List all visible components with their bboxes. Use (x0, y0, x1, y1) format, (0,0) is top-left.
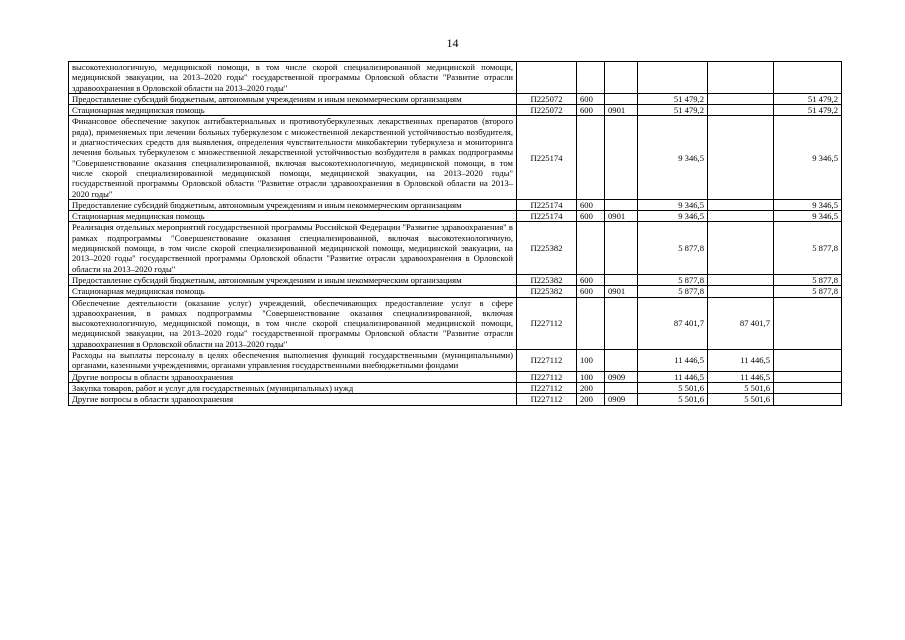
table-row (69, 286, 842, 297)
row-description: Финансовое обеспечение закупок антибактериальных и противотуберкулезных лекарственных препаратов (второго ряда), применяемых при лечении больных туберкулезом с множественной лекарственной устойчивостью возбудителя, и диагностических средств для выявления, определения чувствительности микобактерии туберкулеза и мониторинга лечения больных туберкулезом с множественной лекарственной устойчивостью возбудителя в рамках подпрограммы "Совершенствование оказания специализированной, включая высокотехнологичную, медицинской помощи, в том числе скорой специализированной медицинской помощи, медицинской эвакуации, на 2013–2020 годы" государственной программы Орловской области "Развитие отрасли здравоохранения в Орловской области на 2013–2020 годы" (69, 116, 517, 199)
target-code: П225174 (517, 116, 577, 199)
amount-total: 51 479,2 (638, 93, 708, 104)
amount-total: 87 401,7 (638, 297, 708, 349)
table-row (69, 222, 842, 274)
target-code: П225072 (517, 105, 577, 116)
amount-2 (708, 222, 774, 274)
amount-3: 5 877,8 (774, 222, 842, 274)
amount-2: 11 446,5 (708, 350, 774, 372)
target-code: П225174 (517, 211, 577, 222)
section-code (605, 350, 638, 372)
page-number: 14 (446, 36, 459, 50)
row-description: Другие вопросы в области здравоохранения (69, 371, 517, 382)
target-code: П225174 (517, 199, 577, 210)
target-code: П227112 (517, 382, 577, 393)
row-description: Реализация отдельных мероприятий государственной программы Российской Федерации "Развитие здравоохранения" в рамках подпрограммы "Совершенствование оказания специализированной, включая высокотехнологичную, медицинской помощи, в том числе скорой специализированной медицинской помощи, медицинской эвакуации, на 2013–2020 годы" государственной программы Орловской области "Развитие отрасли здравоохранения в Орловской области на 2013–2020 годы" (69, 222, 517, 274)
amount-total: 11 446,5 (638, 350, 708, 372)
target-code: П227112 (517, 350, 577, 372)
section-code (605, 116, 638, 199)
amount-total: 5 877,8 (638, 222, 708, 274)
section-code: 0909 (605, 394, 638, 405)
amount-3: 9 346,5 (774, 199, 842, 210)
expense-type (577, 222, 605, 274)
amount-3 (774, 382, 842, 393)
row-description: Закупка товаров, работ и услуг для государственных (муниципальных) нужд (69, 382, 517, 393)
expense-type: 600 (577, 199, 605, 210)
expense-type: 200 (577, 382, 605, 393)
amount-2 (708, 62, 774, 94)
expense-type: 100 (577, 350, 605, 372)
target-code: П227112 (517, 297, 577, 349)
expense-type: 600 (577, 286, 605, 297)
amount-total: 5 877,8 (638, 274, 708, 285)
section-code (605, 93, 638, 104)
amount-3: 51 479,2 (774, 93, 842, 104)
amount-3 (774, 62, 842, 94)
table-row (69, 371, 842, 382)
expense-type (577, 297, 605, 349)
amount-2 (708, 274, 774, 285)
row-description: высокотехнологичную, медицинской помощи, в том числе скорой специализированной медицинской помощи, медицинской эвакуации, на 2013–2020 годы" государственной программы Орловской области "Развитие отрасли здравоохранения в Орловской области на 2013–2020 годы" (69, 62, 517, 94)
amount-2: 11 446,5 (708, 371, 774, 382)
target-code (517, 62, 577, 94)
table-row (69, 350, 842, 372)
table-row (69, 199, 842, 210)
amount-2: 87 401,7 (708, 297, 774, 349)
budget-table (68, 61, 842, 406)
amount-2 (708, 199, 774, 210)
table-row (69, 382, 842, 393)
amount-2: 5 501,6 (708, 382, 774, 393)
table-row (69, 274, 842, 285)
amount-3 (774, 297, 842, 349)
expense-type: 200 (577, 394, 605, 405)
section-code: 0901 (605, 286, 638, 297)
expense-type: 600 (577, 93, 605, 104)
table-row (69, 394, 842, 405)
amount-3 (774, 371, 842, 382)
amount-total: 11 446,5 (638, 371, 708, 382)
section-code (605, 382, 638, 393)
target-code: П225382 (517, 274, 577, 285)
amount-total: 5 501,6 (638, 394, 708, 405)
table-row (69, 93, 842, 104)
expense-type (577, 62, 605, 94)
table-row (69, 211, 842, 222)
expense-type (577, 116, 605, 199)
amount-3: 5 877,8 (774, 274, 842, 285)
amount-3 (774, 394, 842, 405)
row-description: Предоставление субсидий бюджетным, автономным учреждениям и иным некоммерческим организациям (69, 199, 517, 210)
amount-2 (708, 211, 774, 222)
amount-3: 51 479,2 (774, 105, 842, 116)
section-code (605, 199, 638, 210)
amount-3 (774, 350, 842, 372)
section-code (605, 297, 638, 349)
amount-total: 9 346,5 (638, 116, 708, 199)
amount-2 (708, 105, 774, 116)
amount-total: 9 346,5 (638, 199, 708, 210)
amount-3: 9 346,5 (774, 211, 842, 222)
target-code: П225382 (517, 222, 577, 274)
target-code: П227112 (517, 394, 577, 405)
target-code: П225382 (517, 286, 577, 297)
row-description: Предоставление субсидий бюджетным, автономным учреждениям и иным некоммерческим организациям (69, 274, 517, 285)
amount-total: 5 501,6 (638, 382, 708, 393)
amount-total: 51 479,2 (638, 105, 708, 116)
table-row (69, 116, 842, 199)
amount-total: 9 346,5 (638, 211, 708, 222)
section-code: 0909 (605, 371, 638, 382)
row-description: Стационарная медицинская помощь (69, 211, 517, 222)
table-row (69, 62, 842, 94)
amount-2 (708, 93, 774, 104)
amount-total (638, 62, 708, 94)
section-code: 0901 (605, 105, 638, 116)
section-code: 0901 (605, 211, 638, 222)
amount-3: 9 346,5 (774, 116, 842, 199)
expense-type: 100 (577, 371, 605, 382)
section-code (605, 62, 638, 94)
expense-type: 600 (577, 274, 605, 285)
table-row (69, 297, 842, 349)
section-code (605, 274, 638, 285)
row-description: Обеспечение деятельности (оказание услуг) учреждений, обеспечивающих предоставление услуг в сфере здравоохранения, в рамках подпрограммы "Совершенствование оказания специализированной, включая высокотехнологичную, медицинской помощи, в том числе скорой специализированной медицинской помощи, медицинской эвакуации, на 2013–2020 годы" государственной программы Орловской области "Развитие отрасли здравоохранения в Орловской области на 2013–2020 годы" (69, 297, 517, 349)
target-code: П225072 (517, 93, 577, 104)
amount-2 (708, 286, 774, 297)
target-code: П227112 (517, 371, 577, 382)
table-row (69, 105, 842, 116)
row-description: Расходы на выплаты персоналу в целях обеспечения выполнения функций государственными (муниципальными) органами, казенными учреждениями, органами управления государственными внебюджетными фондами (69, 350, 517, 372)
amount-2 (708, 116, 774, 199)
amount-2: 5 501,6 (708, 394, 774, 405)
row-description: Другие вопросы в области здравоохранения (69, 394, 517, 405)
row-description: Предоставление субсидий бюджетным, автономным учреждениям и иным некоммерческим организациям (69, 93, 517, 104)
section-code (605, 222, 638, 274)
expense-type: 600 (577, 105, 605, 116)
amount-3: 5 877,8 (774, 286, 842, 297)
amount-total: 5 877,8 (638, 286, 708, 297)
expense-type: 600 (577, 211, 605, 222)
row-description: Стационарная медицинская помощь (69, 105, 517, 116)
row-description: Стационарная медицинская помощь (69, 286, 517, 297)
